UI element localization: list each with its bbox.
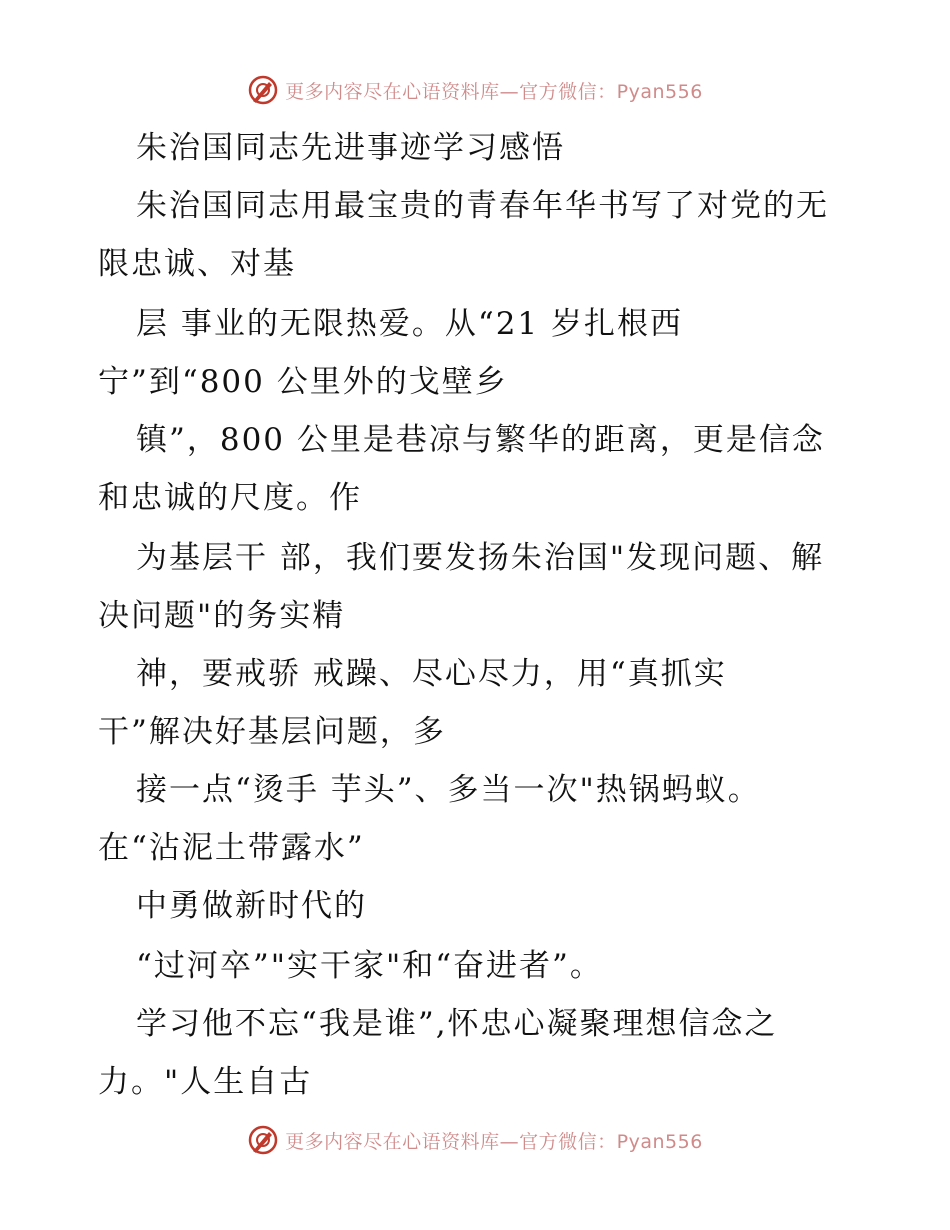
text-line: 神，要戒骄 戒躁、尽心尽力，用“真抓实 [136, 656, 727, 692]
watermark-text: 更多内容尽在心语资料库—官方微信：Pyan556 [285, 80, 703, 103]
text-line: 朱治国同志用最宝贵的青春年华书写了对党的无 [136, 188, 829, 224]
text-line: 层 事业的无限热爱。从“21 岁扎根西 [136, 306, 684, 342]
watermark-text: 更多内容尽在心语资料库—官方微信：Pyan556 [285, 1130, 703, 1153]
text-line: 宁”到“800 公里外的戈壁乡 [98, 364, 508, 400]
footer-watermark [0, 1120, 950, 1160]
text-line: 中勇做新时代的 [136, 888, 367, 924]
text-line: 为基层干 部，我们要发扬朱治国"发现问题、解 [136, 540, 825, 576]
text-line: 和忠诚的尺度。作 [98, 480, 362, 516]
text-line: 限忠诚、对基 [98, 246, 296, 282]
pen-circle-logo-icon [247, 1124, 279, 1156]
text-line: 力。"人生自古 [98, 1064, 313, 1100]
text-line: 镇”，800 公里是巷凉与繁华的距离，更是信念 [136, 422, 825, 458]
text-line: 在“沾泥土带露水” [98, 830, 365, 866]
text-line: 接一点“烫手 芋头”、多当一次"热锅蚂蚁。 [136, 772, 761, 808]
text-line: 学习他不忘“我是谁”,怀忠心凝聚理想信念之 [136, 1006, 778, 1042]
text-line: 决问题"的务实精 [98, 598, 346, 634]
text-line: “过河卒”"实干家"和“奋进者”。 [136, 948, 603, 984]
document-title: 朱治国同志先进事迹学习感悟 [136, 130, 565, 166]
text-line: 干”解决好基层问题，多 [98, 714, 446, 750]
